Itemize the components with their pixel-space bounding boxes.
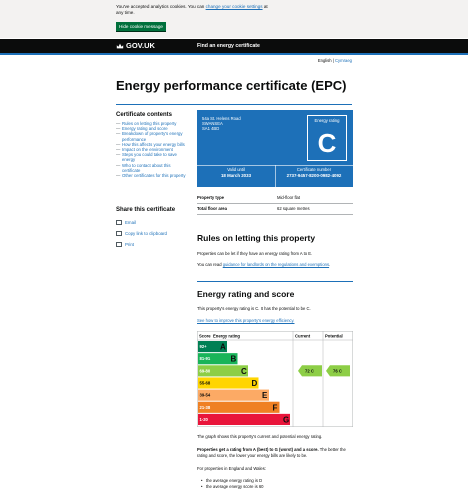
floor-area-row: Total floor area 62 square metres xyxy=(197,204,353,215)
print-link[interactable]: Print xyxy=(116,242,134,247)
score-heading: Energy rating and score xyxy=(197,289,295,299)
section-divider xyxy=(197,281,353,282)
current-rating-label: 72 C xyxy=(305,368,314,374)
rating-band-letter: F xyxy=(272,403,278,413)
score-range-label: 92+ xyxy=(199,344,207,350)
epc-summary-box xyxy=(197,110,353,187)
energy-rating-graph xyxy=(197,331,353,427)
rating-band-bar xyxy=(213,402,280,413)
improve-link[interactable]: See how to improve this property's energy efficiency. xyxy=(197,318,295,323)
graph-caption: The graph shows this property's current and potential energy rating. xyxy=(197,434,323,439)
language-english: English xyxy=(317,58,332,63)
link-icon xyxy=(116,231,122,236)
contents-link[interactable]: — Other certificates for this property xyxy=(116,173,188,178)
score-header: Score xyxy=(199,333,211,339)
contents-link[interactable]: — Energy rating and score xyxy=(116,126,188,131)
rating-band-letter: C xyxy=(241,366,247,376)
valid-until: Valid until 18 March 2033 xyxy=(220,167,252,178)
contents-link[interactable]: — Impact on the environment xyxy=(116,147,188,152)
page-title: Energy performance certificate (EPC) xyxy=(116,78,347,93)
energy-rating-header: Energy rating xyxy=(213,333,240,339)
copy-link-button[interactable]: Copy link to clipboard xyxy=(116,231,167,236)
print-icon xyxy=(116,242,122,247)
share-email-link[interactable]: Email xyxy=(116,220,136,225)
contents-link[interactable]: — Who to contact about this certificate xyxy=(116,163,188,173)
score-range-label: 21-38 xyxy=(199,404,211,410)
energy-rating-card xyxy=(307,115,347,161)
letting-text: Properties can be let if they have an energy rating from A to E. xyxy=(197,251,313,256)
rating-band-letter: G xyxy=(283,415,290,425)
rating-band-letter: A xyxy=(220,342,226,352)
score-range-label: 81-91 xyxy=(199,356,211,362)
letting-heading: Rules on letting this property xyxy=(197,233,316,243)
title-divider xyxy=(116,104,352,105)
current-header: Current xyxy=(295,333,311,339)
score-range-label: 69-80 xyxy=(199,368,211,374)
cookie-message: You've accepted analytics cookies. You can change your cookie settings at any time. xyxy=(116,4,268,15)
language-switcher: English | Cymraeg xyxy=(317,58,352,63)
score-text: This property's energy rating is C. It has the potential to be C. xyxy=(197,306,311,311)
contents-link[interactable]: — How this affects your energy bills xyxy=(116,142,188,147)
header-divider xyxy=(0,53,468,55)
rating-band-letter: E xyxy=(262,391,268,401)
average-score: • the average energy score is 60 xyxy=(201,484,351,490)
certificate-number: Certificate number 2737-9457-8200-0982-4092 xyxy=(286,167,342,178)
score-range-label: 39-54 xyxy=(199,392,211,398)
hide-cookie-button[interactable]: Hide cookie message xyxy=(116,22,166,31)
rating-band-bar xyxy=(213,414,290,425)
rating-band-letter: B xyxy=(230,354,237,364)
email-icon xyxy=(116,220,122,225)
govuk-logo[interactable]: GOV.UK xyxy=(126,41,155,50)
potential-rating-label: 76 C xyxy=(333,368,342,374)
averages-list xyxy=(201,478,351,489)
energy-rating-letter: C xyxy=(317,128,337,158)
landlord-guidance-link[interactable]: guidance for landlords on the regulations and exemptions xyxy=(222,262,330,267)
rating-band-letter: D xyxy=(251,379,258,388)
service-name[interactable]: Find an energy certificate xyxy=(197,43,260,49)
contents-link[interactable]: — Rules on letting this property xyxy=(116,121,188,126)
cookie-settings-link[interactable]: change your cookie settings xyxy=(205,4,263,9)
score-range-label: 1-20 xyxy=(199,416,208,422)
contents-link[interactable]: — Steps you could take to save energy xyxy=(116,152,188,162)
contents-list xyxy=(116,121,188,178)
share-title: Share this certificate xyxy=(116,207,176,213)
contents-title: Certificate contents xyxy=(116,112,173,118)
score-range-label: 55-68 xyxy=(199,380,211,386)
contents-link[interactable]: — Breakdown of property's energy performance xyxy=(116,131,188,141)
property-address: 54a St. Helens Road SWANSEA SA1 4BD xyxy=(202,116,241,131)
potential-header: Potential xyxy=(325,333,343,339)
average-rating: • the average energy rating is D xyxy=(201,478,351,484)
rating-band-bar xyxy=(213,390,269,401)
language-welsh-link[interactable]: Cymraeg xyxy=(335,58,352,63)
letting-guidance: You can read guidance for landlords on the regulations and exemptions. xyxy=(197,262,331,267)
england-wales-label: For properties in England and Wales: xyxy=(197,466,266,471)
energy-rating-label: Energy rating xyxy=(314,118,340,123)
crown-icon xyxy=(116,42,124,50)
rating-explanation: Properties get a rating from A (best) to G (worst) and a score. The better the rating and score, the lower your energy bills are likely to be. xyxy=(197,447,346,458)
property-type-row: Property type Mid-floor flat xyxy=(197,193,353,204)
